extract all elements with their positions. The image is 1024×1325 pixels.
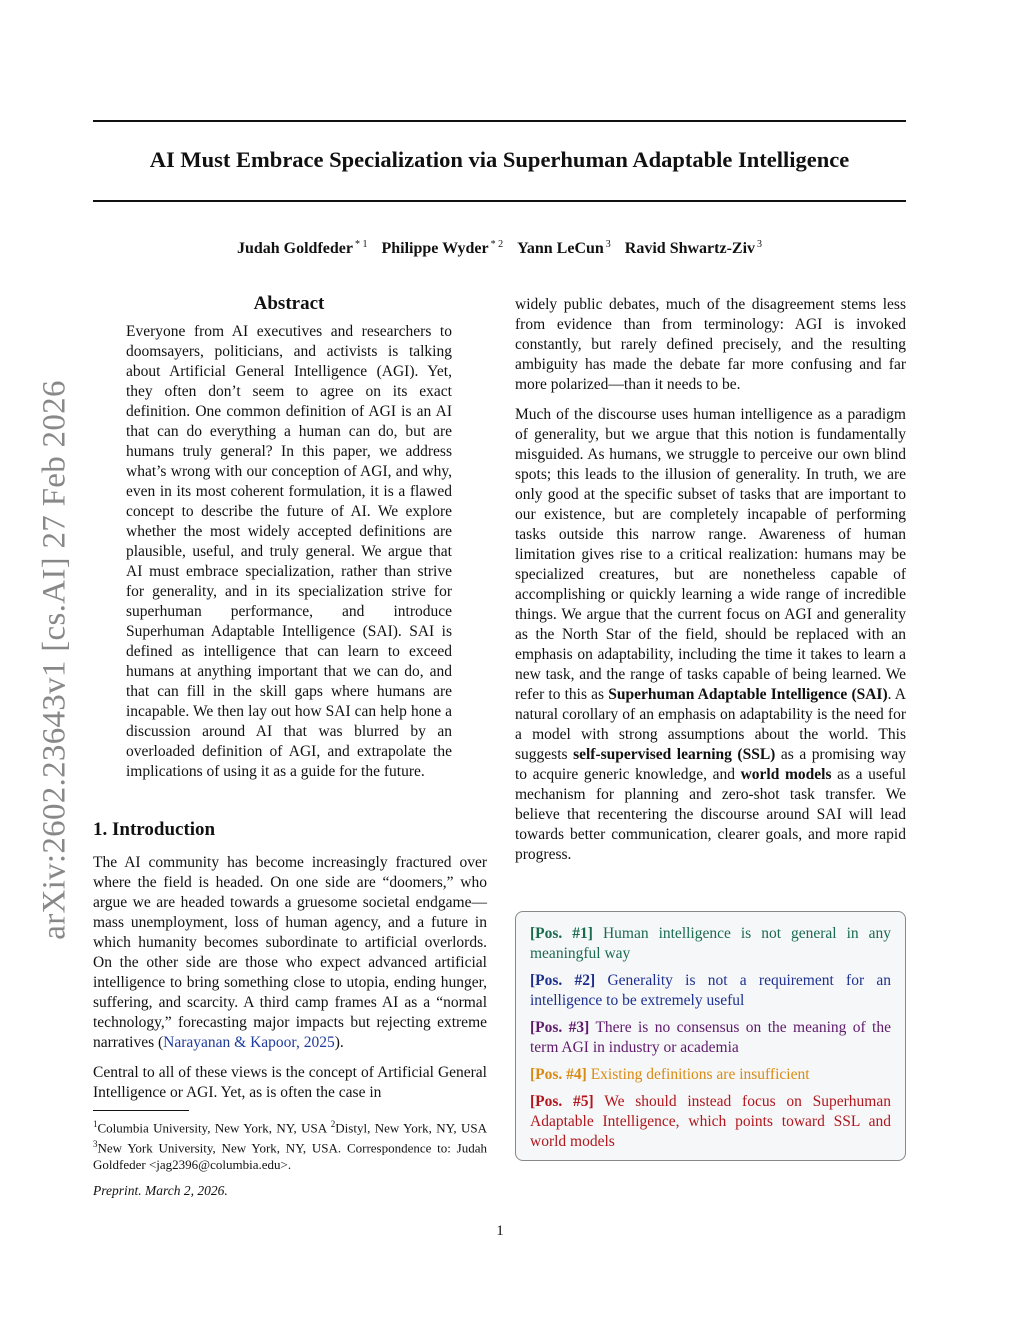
introduction-body bbox=[93, 853, 487, 1113]
position-3: [Pos. #3] There is no consensus on the meaning of the term AGI in industry or academia bbox=[530, 1019, 891, 1056]
abstract-body bbox=[126, 322, 452, 792]
intro-paragraph-1: The AI community has become increasingly fractured over where the field is headed. On one side are “doomers,” who argue we are headed towards a gruesome societal endgame—mass unemployment, loss of human agency, and a future in which humanity becomes subordinate to artificial overlords. On the other side are those who expect advanced artificial intelligence to bring something close to utopia, ending hunger, suffering, and scarcity. A third camp frames AI as a “normal technology,” forecasting major impacts but rejecting extreme narratives (Narayanan & Kapoor, 2025). bbox=[93, 854, 487, 1051]
footnote-rule bbox=[93, 1110, 189, 1111]
abstract-heading: Abstract bbox=[253, 293, 325, 314]
right-column-body bbox=[515, 295, 906, 875]
arxiv-side-label: arXiv:2602.23643v1 [cs.AI] 27 Feb 2026 bbox=[36, 380, 73, 940]
author: Ravid Shwartz-Ziv $^3$ bbox=[624, 239, 763, 258]
right-paragraph-2: Much of the discourse uses human intelligence as a paradigm of generality, but we argue that this notion is fundamentally misguided. As humans, we struggle to perceive our own blind spots; this leads to the illusion of generality. In truth, we are only good at the specific subset of tasks that are important to our existence, but are completely incapable of performing tasks outside this narrow range. Awareness of human limitation gives rise to a critical realization: humans may be specialized creatures, but are nonetheless capable of accomplishing or quickly learning a wide range of incredible things. We argue that the current focus on AGI and generality as the North Star of the field, should be replaced with an emphasis on adaptability, including the time it takes to learn a new task, and the range of tasks capable of being learned. We refer to this as Superhuman Adaptable Intelligence (SAI). A natural corollary of an emphasis on adaptability is the need for a model with strong assumptions about the world. This suggests self-supervised learning (SSL) as a promising way to acquire generic knowledge, and world models as a useful mechanism for planning and zero-shot task transfer. We believe that recentering the discourse around SAI will lead towards better communication, clearer goals, and more rapid progress. bbox=[515, 406, 907, 863]
position-2: [Pos. #2] Generality is not a requirement for an intelligence to be extremely useful bbox=[530, 972, 892, 1009]
right-paragraph-1: widely public debates, much of the disagreement stems less from evidence than from terminology: AGI is invoked constantly, but rarely defined precisely, and the resulting ambiguity has made the debate far more confusing and far more polarized—than it needs to be. bbox=[515, 296, 906, 393]
author: Philippe Wyder $^{* 2}$ bbox=[381, 239, 504, 258]
position-5: [Pos. #5] We should instead focus on Superhuman Adaptable Intelligence, which points toward SSL and world models bbox=[530, 1093, 891, 1150]
author: Judah Goldfeder $^{* 1}$ bbox=[236, 239, 368, 258]
abstract-text: Everyone from AI executives and researchers to doomsayers, politicians, and activists is talking about Artificial General Intelligence (AGI). Yet, they often don’t seem to agree on its exact definition. One common definition of AGI is an AI that can do everything a human can do, but are humans truly general? In this paper, we address what’s wrong with our conception of AGI, and why, even in its most coherent formulation, it is a flawed concept to describe the future of AI. We explore whether the most widely accepted definitions are plausible, useful, and truly general. We argue that AI must embrace specialization, rather than strive for generality, and in its specialization strive for superhuman performance, and introduce Superhuman Adaptable Intelligence (SAI). SAI is defined as intelligence that can learn to exceed humans at anything important that we can do, and that can fill in the skill gaps where humans are incapable. We then lay out how SAI can help hone a discussion around AI that was blurred by an overloaded definition of AGI, and extrapolate the implications of using it as a guide for the future. bbox=[126, 323, 452, 780]
author-list bbox=[93, 234, 906, 260]
citation-link[interactable]: Narayanan & Kapoor, 2025 bbox=[163, 1034, 335, 1051]
position-1: [Pos. #1] Human intelligence is not general in any meaningful way bbox=[530, 925, 892, 962]
positions-box bbox=[515, 911, 906, 1161]
author: Yann LeCun $^3$ bbox=[517, 239, 611, 258]
paper-title: AI Must Embrace Specialization via Superhuman Adaptable Intelligence bbox=[149, 147, 850, 172]
title-top-rule bbox=[93, 120, 906, 122]
preprint-note: Preprint. March 2, 2026. bbox=[93, 1183, 228, 1198]
affiliations-footnote: $^1$Columbia University, New York, NY, USA $^2$Distyl, New York, NY, USA $^3$New York University, New York, NY, USA. Correspondence to: Judah Goldfeder <jag2396@columbia.edu>. bbox=[93, 1119, 487, 1172]
introduction-heading: 1. Introduction bbox=[93, 819, 216, 840]
page-number: 1 bbox=[496, 1223, 504, 1239]
intro-paragraph-2: Central to all of these views is the concept of Artificial General Intelligence or AGI. Yet, as is often the case in bbox=[93, 1064, 487, 1101]
position-4: [Pos. #4] Existing definitions are insufficient bbox=[530, 1066, 810, 1083]
title-bottom-rule bbox=[93, 200, 906, 202]
